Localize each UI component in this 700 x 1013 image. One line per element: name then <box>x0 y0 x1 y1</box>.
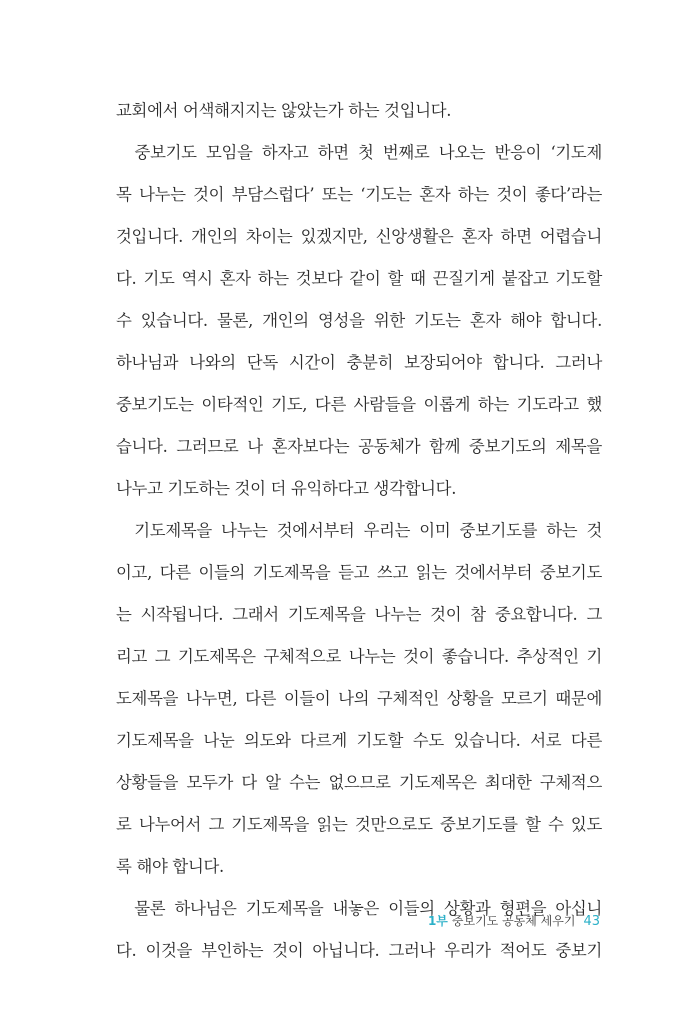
text-line: 중보기도는 이타적인 기도, 다른 사람들을 이롭게 하는 기도라고 했 <box>116 395 602 414</box>
text-line: 중보기도 모임을 하자고 하면 첫 번째로 나오는 반응이 ‘기도제 <box>116 143 602 162</box>
text-line: 물론 하나님은 기도제목을 내놓은 이들의 상황과 형편을 아십니 <box>116 899 602 918</box>
text-line: 수 있습니다. 물론, 개인의 영성을 위한 기도는 혼자 해야 합니다. <box>116 311 602 330</box>
running-footer <box>428 912 600 929</box>
footer-section-title: 중보기도 공동체 세우기 <box>451 914 576 928</box>
text-line: 이고, 다른 이들의 기도제목을 듣고 쓰고 읽는 것에서부터 중보기도 <box>116 563 602 582</box>
page-number: 43 <box>583 914 600 929</box>
text-line: 기도제목을 나눈 의도와 다르게 기도할 수도 있습니다. 서로 다른 <box>116 731 602 750</box>
text-line: 다. 기도 역시 혼자 하는 것보다 같이 할 때 끈질기게 붙잡고 기도할 <box>116 269 602 288</box>
text-line: 기도제목을 나누는 것에서부터 우리는 이미 중보기도를 하는 것 <box>116 521 602 540</box>
text-line: 것입니다. 개인의 차이는 있겠지만, 신앙생활은 혼자 하면 어렵습니 <box>116 227 602 246</box>
text-line: 습니다. 그러므로 나 혼자보다는 공동체가 함께 중보기도의 제목을 <box>116 437 602 456</box>
body-text <box>116 90 602 972</box>
text-line: 로 나누어서 그 기도제목을 읽는 것만으로도 중보기도를 할 수 있도 <box>116 815 602 834</box>
text-line: 다. 이것을 부인하는 것이 아닙니다. 그러나 우리가 적어도 중보기 <box>116 941 602 960</box>
text-line: 록 해야 합니다. <box>116 857 224 876</box>
text-line: 나누고 기도하는 것이 더 유익하다고 생각합니다. <box>116 479 457 498</box>
footer-part-label: 1부 <box>427 914 448 928</box>
text-line: 는 시작됩니다. 그래서 기도제목을 나누는 것이 참 중요합니다. 그 <box>116 605 602 624</box>
text-line: 목 나누는 것이 부담스럽다’ 또는 ‘기도는 혼자 하는 것이 좋다’라는 <box>116 185 602 204</box>
text-line: 상황들을 모두가 다 알 수는 없으므로 기도제목은 최대한 구체적으 <box>116 773 602 792</box>
text-line: 하나님과 나와의 단독 시간이 충분히 보장되어야 합니다. 그러나 <box>116 353 602 372</box>
text-line: 교회에서 어색해지지는 않았는가 하는 것입니다. <box>116 101 452 120</box>
text-line: 도제목을 나누면, 다른 이들이 나의 구체적인 상황을 모르기 때문에 <box>116 689 602 708</box>
text-line: 리고 그 기도제목은 구체적으로 나누는 것이 좋습니다. 추상적인 기 <box>116 647 602 666</box>
